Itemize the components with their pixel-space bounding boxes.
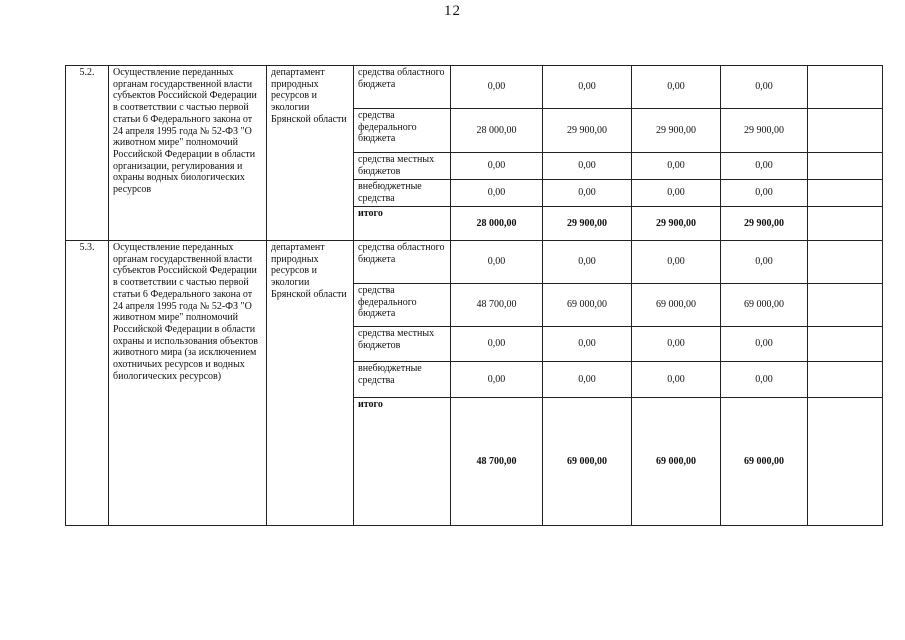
source-label: внебюджетные средства xyxy=(354,362,451,398)
empty-cell xyxy=(808,153,883,180)
value-cell: 0,00 xyxy=(451,362,543,398)
value-cell: 0,00 xyxy=(721,153,808,180)
empty-cell xyxy=(808,398,883,526)
budget-table xyxy=(65,65,883,526)
row-executor: департамент природных ресурсов и экологии Брянской области xyxy=(267,241,354,526)
value-cell: 0,00 xyxy=(451,241,543,284)
value-cell: 0,00 xyxy=(451,180,543,207)
total-value-cell: 69 000,00 xyxy=(721,398,808,526)
source-label: средства федерального бюджета xyxy=(354,109,451,153)
empty-cell xyxy=(808,241,883,284)
value-cell: 0,00 xyxy=(451,327,543,362)
value-cell: 0,00 xyxy=(632,66,721,109)
total-value-cell: 29 900,00 xyxy=(721,207,808,241)
value-cell: 69 000,00 xyxy=(543,284,632,327)
value-cell: 0,00 xyxy=(543,153,632,180)
row-number: 5.3. xyxy=(66,241,109,526)
source-label: средства местных бюджетов xyxy=(354,327,451,362)
value-cell: 69 000,00 xyxy=(721,284,808,327)
value-cell: 48 700,00 xyxy=(451,284,543,327)
value-cell: 29 900,00 xyxy=(632,109,721,153)
value-cell: 0,00 xyxy=(543,241,632,284)
value-cell: 0,00 xyxy=(451,153,543,180)
source-label: средства областного бюджета xyxy=(354,241,451,284)
total-value-cell: 28 000,00 xyxy=(451,207,543,241)
value-cell: 29 900,00 xyxy=(543,109,632,153)
total-value-cell: 69 000,00 xyxy=(632,398,721,526)
total-value-cell: 29 900,00 xyxy=(543,207,632,241)
empty-cell xyxy=(808,327,883,362)
value-cell: 0,00 xyxy=(632,327,721,362)
value-cell: 0,00 xyxy=(721,327,808,362)
empty-cell xyxy=(808,180,883,207)
value-cell: 0,00 xyxy=(543,327,632,362)
total-label: итого xyxy=(354,398,451,526)
source-label: средства местных бюджетов xyxy=(354,153,451,180)
value-cell: 0,00 xyxy=(632,180,721,207)
value-cell: 0,00 xyxy=(632,241,721,284)
source-label: средства федерального бюджета xyxy=(354,284,451,327)
row-description: Осуществление переданных органам государственной власти субъектов Российской Федерации в соответствии с частью первой статьи 6 Федерального закона от 24 апреля 1995 года № 52-ФЗ "О животном мире" полномочий Российской Федерации в области охраны и использования объектов животного мира (за исключением охотничьих ресурсов и водных биологических ресурсов) xyxy=(109,241,267,526)
value-cell: 0,00 xyxy=(543,180,632,207)
source-label: средства областного бюджета xyxy=(354,66,451,109)
row-description: Осуществление переданных органам государственной власти субъектов Российской Федерации в соответствии с частью первой статьи 6 Федерального закона от 24 апреля 1995 года № 52-ФЗ "О животном мире" полномочий Российской Федерации в области организации, регулирования и охраны водных биологических ресурсов xyxy=(109,66,267,241)
value-cell: 0,00 xyxy=(721,362,808,398)
empty-cell xyxy=(808,207,883,241)
row-number: 5.2. xyxy=(66,66,109,241)
page-number: 12 xyxy=(444,3,461,19)
empty-cell xyxy=(808,109,883,153)
value-cell: 0,00 xyxy=(721,241,808,284)
value-cell: 28 000,00 xyxy=(451,109,543,153)
value-cell: 0,00 xyxy=(632,153,721,180)
empty-cell xyxy=(808,362,883,398)
value-cell: 0,00 xyxy=(632,362,721,398)
value-cell: 0,00 xyxy=(543,362,632,398)
value-cell: 0,00 xyxy=(543,66,632,109)
row-executor: департамент природных ресурсов и экологии Брянской области xyxy=(267,66,354,241)
value-cell: 29 900,00 xyxy=(721,109,808,153)
total-value-cell: 48 700,00 xyxy=(451,398,543,526)
value-cell: 0,00 xyxy=(721,180,808,207)
value-cell: 69 000,00 xyxy=(632,284,721,327)
total-label: итого xyxy=(354,207,451,241)
total-value-cell: 69 000,00 xyxy=(543,398,632,526)
value-cell: 0,00 xyxy=(451,66,543,109)
total-value-cell: 29 900,00 xyxy=(632,207,721,241)
value-cell: 0,00 xyxy=(721,66,808,109)
source-label: внебюджетные средства xyxy=(354,180,451,207)
empty-cell xyxy=(808,66,883,109)
empty-cell xyxy=(808,284,883,327)
